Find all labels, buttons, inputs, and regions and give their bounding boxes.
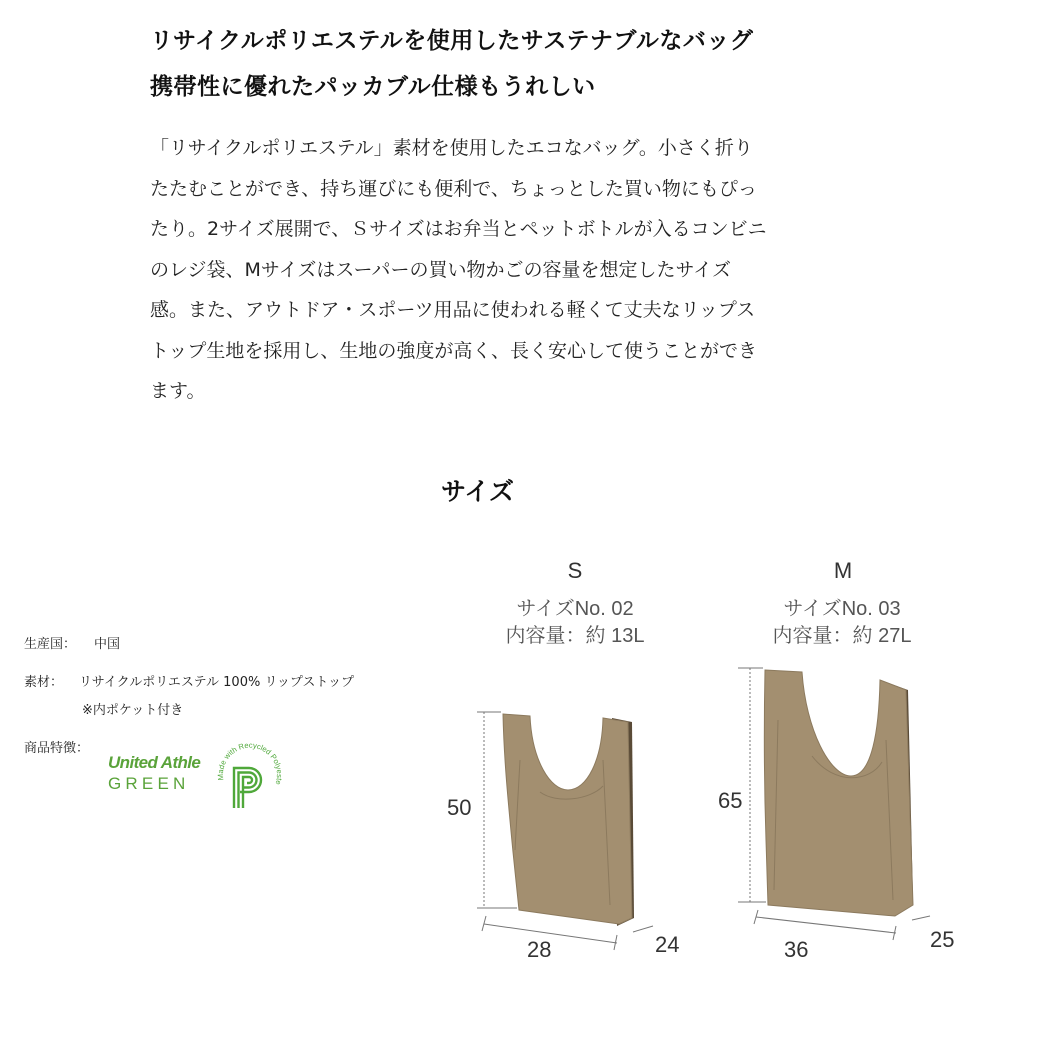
size-s-capacity: 内容量：約 13L: [505, 625, 645, 647]
size-m-number: サイズNo. 03: [783, 598, 901, 620]
size-s-depth: 24: [655, 932, 680, 957]
material-note: ※内ポケット付き: [82, 703, 184, 718]
size-s-number: サイズNo. 02: [516, 598, 634, 620]
origin-label: 生産国：: [24, 637, 77, 652]
brand-sub: GREEN: [108, 774, 190, 793]
size-section-title: サイズ: [440, 477, 514, 506]
size-s-width: 28: [527, 937, 552, 962]
material-label: 素材：: [24, 675, 64, 690]
features-label: 商品特徴：: [24, 741, 90, 756]
bag-m-body: [764, 670, 913, 916]
description-line: ます。: [150, 380, 206, 402]
description-line: たり。2サイズ展開で、Ｓサイズはお弁当とペットボトルが入るコンビニ: [150, 218, 767, 240]
size-m-label: M: [833, 558, 853, 583]
bag-s-body: [503, 714, 632, 924]
badge-text: Made with Recycled Polyeste: [215, 740, 285, 786]
headline-line-1: リサイクルポリエステルを使用したサステナブルなバッグ: [150, 28, 754, 54]
description-line: たたむことができ、持ち運びにも便利で、ちょっとした買い物にもぴっ: [150, 177, 757, 200]
description-line: のレジ袋、Mサイズはスーパーの買い物かごの容量を想定したサイズ: [150, 258, 731, 281]
size-m-depth: 25: [930, 927, 955, 952]
brand-name: United Athle: [108, 753, 201, 772]
description-line: トップ生地を採用し、生地の強度が高く、長く安心して使うことができ: [150, 339, 758, 362]
material-value: リサイクルポリエステル 100% リップストップ: [79, 675, 355, 690]
bag-m-illustration: [764, 670, 913, 916]
size-m-width: 36: [784, 937, 809, 962]
headline-line-2: 携帯性に優れたパッカブル仕様もうれしい: [150, 74, 596, 100]
bag-s-illustration: [503, 714, 634, 926]
size-s-label: S: [567, 558, 583, 583]
size-m-capacity: 内容量：約 27L: [772, 625, 912, 647]
size-s-height: 50: [447, 795, 472, 820]
size-m-height: 65: [718, 788, 743, 813]
description-line: 感。また、アウトドア・スポーツ用品に使われる軽くて丈夫なリップス: [150, 299, 756, 321]
description-line: 「リサイクルポリエステル」素材を使用したエコなバッグ。小さく折り: [150, 137, 753, 159]
origin-value: 中国: [94, 637, 121, 652]
